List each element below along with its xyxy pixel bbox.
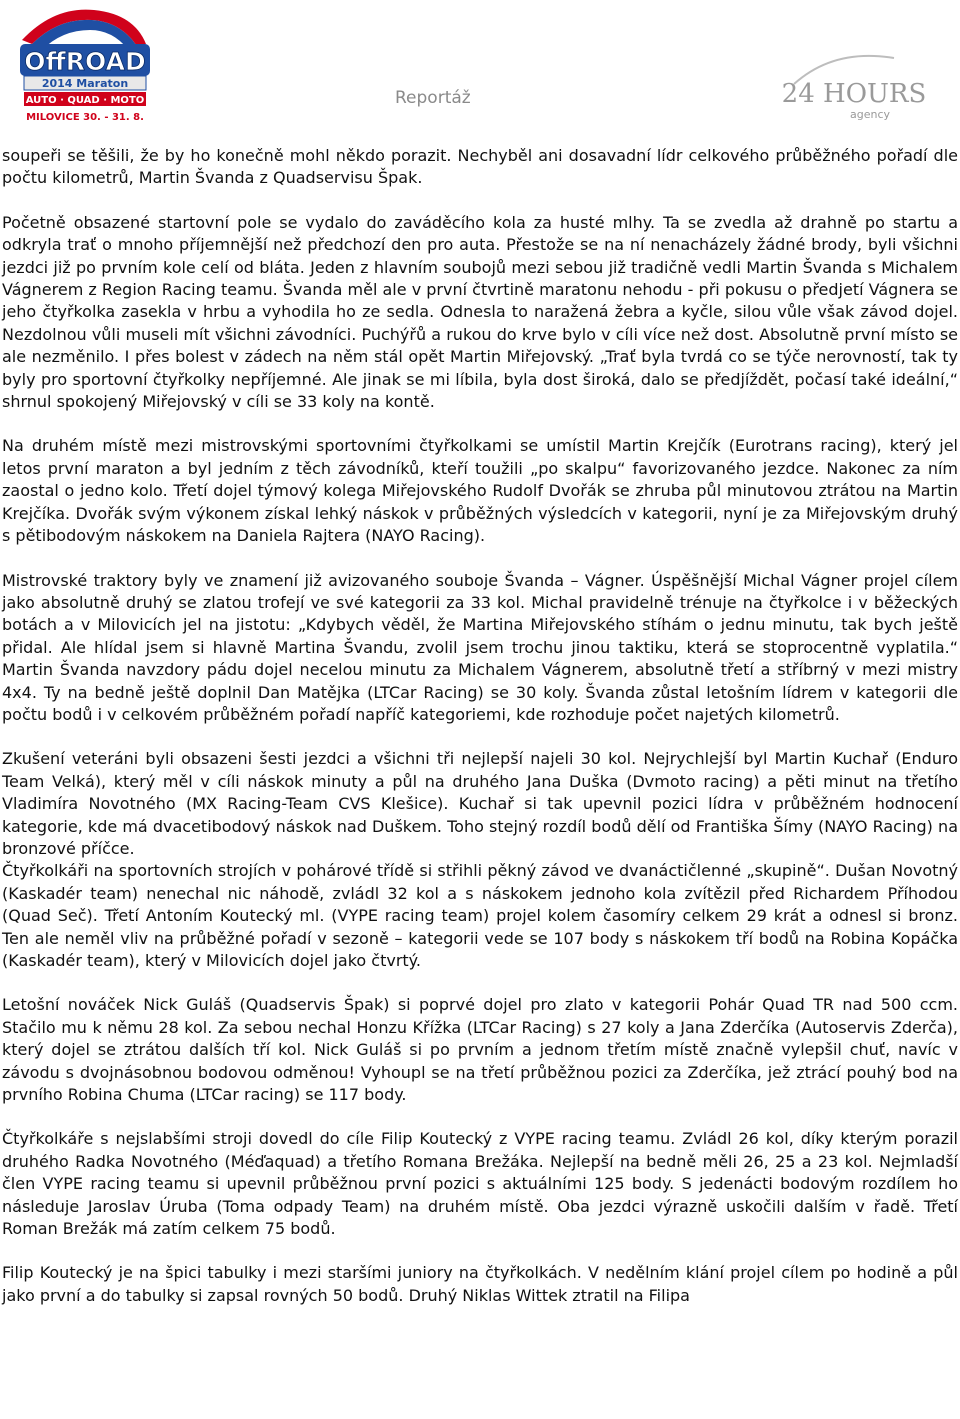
svg-text:AUTO · QUAD · MOTO: AUTO · QUAD · MOTO <box>25 95 145 106</box>
article-body <box>2 145 958 1329</box>
page-header <box>0 0 960 135</box>
svg-text:agency: agency <box>849 108 891 121</box>
article-paragraph: Početně obsazené startovní pole se vydalo do zaváděcího kola za husté mlhy. Ta se zvedla až drahně po startu a odkryla trať o mnoho příjemnější než předchozí den pro auta. Přestože se na ní nenacházely žádné brody, byli všichni jezdci již po prvním kole celí od bláta. Jeden z hlavním soubojů mezi sebou již tradičně vedli Martin Švanda s Michalem Vágnerem z Region Racing teamu. Švanda měl ale v první čtvrtině maratonu nehodu - při pokusu o předjetí Vágnera se jeho čtyřkolka zasekla v hrbu a vyhodila ho ze sedla. Odnesla to naražená žebra a kyčle, silou vůle však závod dojel. Nezdolnou vůli museli mít všichni závodníci. Puchýřů a rukou do krve bylo v cíli více než dost. Absolutně první místo se ale nezměnilo. I přes bolest v zádech na něm stál opět Martin Miřejovský. „Trať byla tvrdá co se týče nerovností, tak ty byly pro sportovní čtyřkolky nepříjemné. Ale jinak se mi líbila, byla dost široká, dalo se předjíždět, počasí také ideální,“ shrnul spokojený Miřejovský v cíli se 33 koly na kontě. <box>2 212 958 412</box>
article-paragraph: Čtyřkolkáře s nejslabšími stroji dovedl do cíle Filip Koutecký z VYPE racing teamu. Zvládl 26 kol, díky kterým porazil druhého Radka Novotného (Méďaquad) a třetího Romana Brežáka. Nejlepší na bedně měli 26, 25 a 23 kol. Nejmladší člen VYPE racing teamu si upevnil průběžnou první pozici s aktuálními 125 body. S jedenácti bodovým rozdílem ho následuje Jaroslav Úruba (Toma odpady Team) na druhém místě. Oba jezdci výrazně uskočili dalším v řadě. Třetí Roman Brežák má zatím celkem 75 bodů. <box>2 1129 958 1239</box>
article-paragraph: Zkušení veteráni byli obsazeni šesti jezdci a všichni tři nejlepší najeli 30 kol. Nejrychlejší byl Martin Kuchař (Enduro Team Velká), který měl v cíli náskok minuty a půl na druhého Jana Duška (Dvmoto racing) a pěti minut na třetího Vladimíra Novotného (MX Racing-Team CVS Klešice). Kuchař si tak upevnil pozici lídra v průběžném hodnocení kategorie, kde má dvacetibodový náskok nad Duškem. Toho stejný rozdíl bodů dělí od Františka Šímy (NAYO Racing) na bronzové příčce. <box>2 749 958 858</box>
offroad-maraton-logo <box>14 4 156 130</box>
article-paragraph: Letošní nováček Nick Guláš (Quadservis Špak) si poprvé dojel pro zlato v kategorii Pohár Quad TR nad 500 ccm. Stačilo mu k němu 28 kol. Za sebou nechal Honzu Křížka (LTCar Racing) s 27 koly a Jana Zderčíka (Autoservis Zderča), který dojel se ztrátou dalších tří kol. Nick Guláš si po prvním a jednom třetím místě značně vylepšil chuť, navíc v závodu s dvojnásobnou bodovou odměnou! Vyhoupl se na třetí průběžnou pozici za Zderčíka, jež ztrácí pouhý bod na prvního Robina Chuma (LTCar racing) se 117 body. <box>2 995 958 1105</box>
svg-text:24 HOURS: 24 HOURS <box>781 79 927 109</box>
article-paragraph: Mistrovské traktory byly ve znamení již avizovaného souboje Švanda – Vágner. Úspěšnější Michal Vágner projel cílem jako absolutně druhý se zlatou trofejí ve své kategorii za 33 kol. Michal pravidelně trénuje na čtyřkolce i v běžeckých botách a v Milovicích jel na jistotu: „Kdybych věděl, že Martina Miřejovského stíhám o jednu minutu, tak bych ještě přidal. Ale hlídal jsem si hlavně Martina Švandu, zvolil jsem trochu jinou taktiku, která se stoprocentně vyplatila.“ Martin Švanda navzdory pádu dojel necelou minutu za Michalem Vágnerem, absolutně třetí a stříbrný v mezi mistry 4x4. Ty na bedně ještě doplnil Dan Matějka (LTCar Racing) se 30 koly. Švanda zůstal letošním lídrem v kategorii dle počtu bodů i v celkovém průběžném pořadí napříč kategoriemi, kde rozhoduje počet najetých kilometrů. <box>2 570 958 724</box>
page-title: Reportáž <box>395 88 471 108</box>
article-paragraph: Na druhém místě mezi mistrovskými sportovními čtyřkolkami se umístil Martin Krejčík (Eurotrans racing), který jel letos první maraton a byl jedním z těch závodníků, kteří toužili „po skalpu“ favorizovaného jezdce. Nakonec za ním zaostal o jedno kolo. Třetí dojel týmový kolega Miřejovského Rudolf Dvořák se zhruba půl minutovou ztrátou na Martin Krejčíka. Dvořák svým výkonem získal lehký náskok v průběžných výsledcích v kategorii, nyní je za Miřejovským druhý s pětibodovým náskokem na Daniela Rajtera (NAYO Racing). <box>2 436 958 546</box>
article-paragraph: Čtyřkolkáři na sportovních strojích v pohárové třídě si střihli pěkný závod ve dvanáctičlenné „skupině“. Dušan Novotný (Kaskadér team) nenechal nic náhodě, zvládl 32 kol a s náskokem jednoho kola zvítězil před Richardem Příhodou (Quad Seč). Třetí Antoním Koutecký ml. (VYPE racing team) projel kolem časomíry celkem 29 krát a odnesl si bronz. Ten ale neměl vliv na průběžné pořadí v sezoně – kategorii vede se 107 body s náskokem tří bodů na Robina Kopáčka (Kaskadér team), který v Milovicích dojel jako čtvrtý. <box>2 861 958 970</box>
svg-text:2014 Maraton: 2014 Maraton <box>41 77 129 90</box>
article-paragraph: soupeři se těšili, že by ho konečně mohl někdo porazit. Nechyběl ani dosavadní lídr celkového průběžného pořadí dle počtu kilometrů, Martin Švanda z Quadservisu Špak. <box>2 146 958 188</box>
24-hours-agency-logo <box>774 44 934 126</box>
article-paragraph: Filip Koutecký je na špici tabulky i mezi staršími juniory na čtyřkolkách. V nedělním klání projel cílem po hodině a půl jako první a do tabulky si zapsal rovných 50 bodů. Druhý Niklas Wittek ztratil na Filipa <box>2 1263 958 1305</box>
svg-text:MILOVICE 30. - 31. 8.: MILOVICE 30. - 31. 8. <box>26 112 144 123</box>
svg-text:OffROAD: OffROAD <box>24 47 146 76</box>
